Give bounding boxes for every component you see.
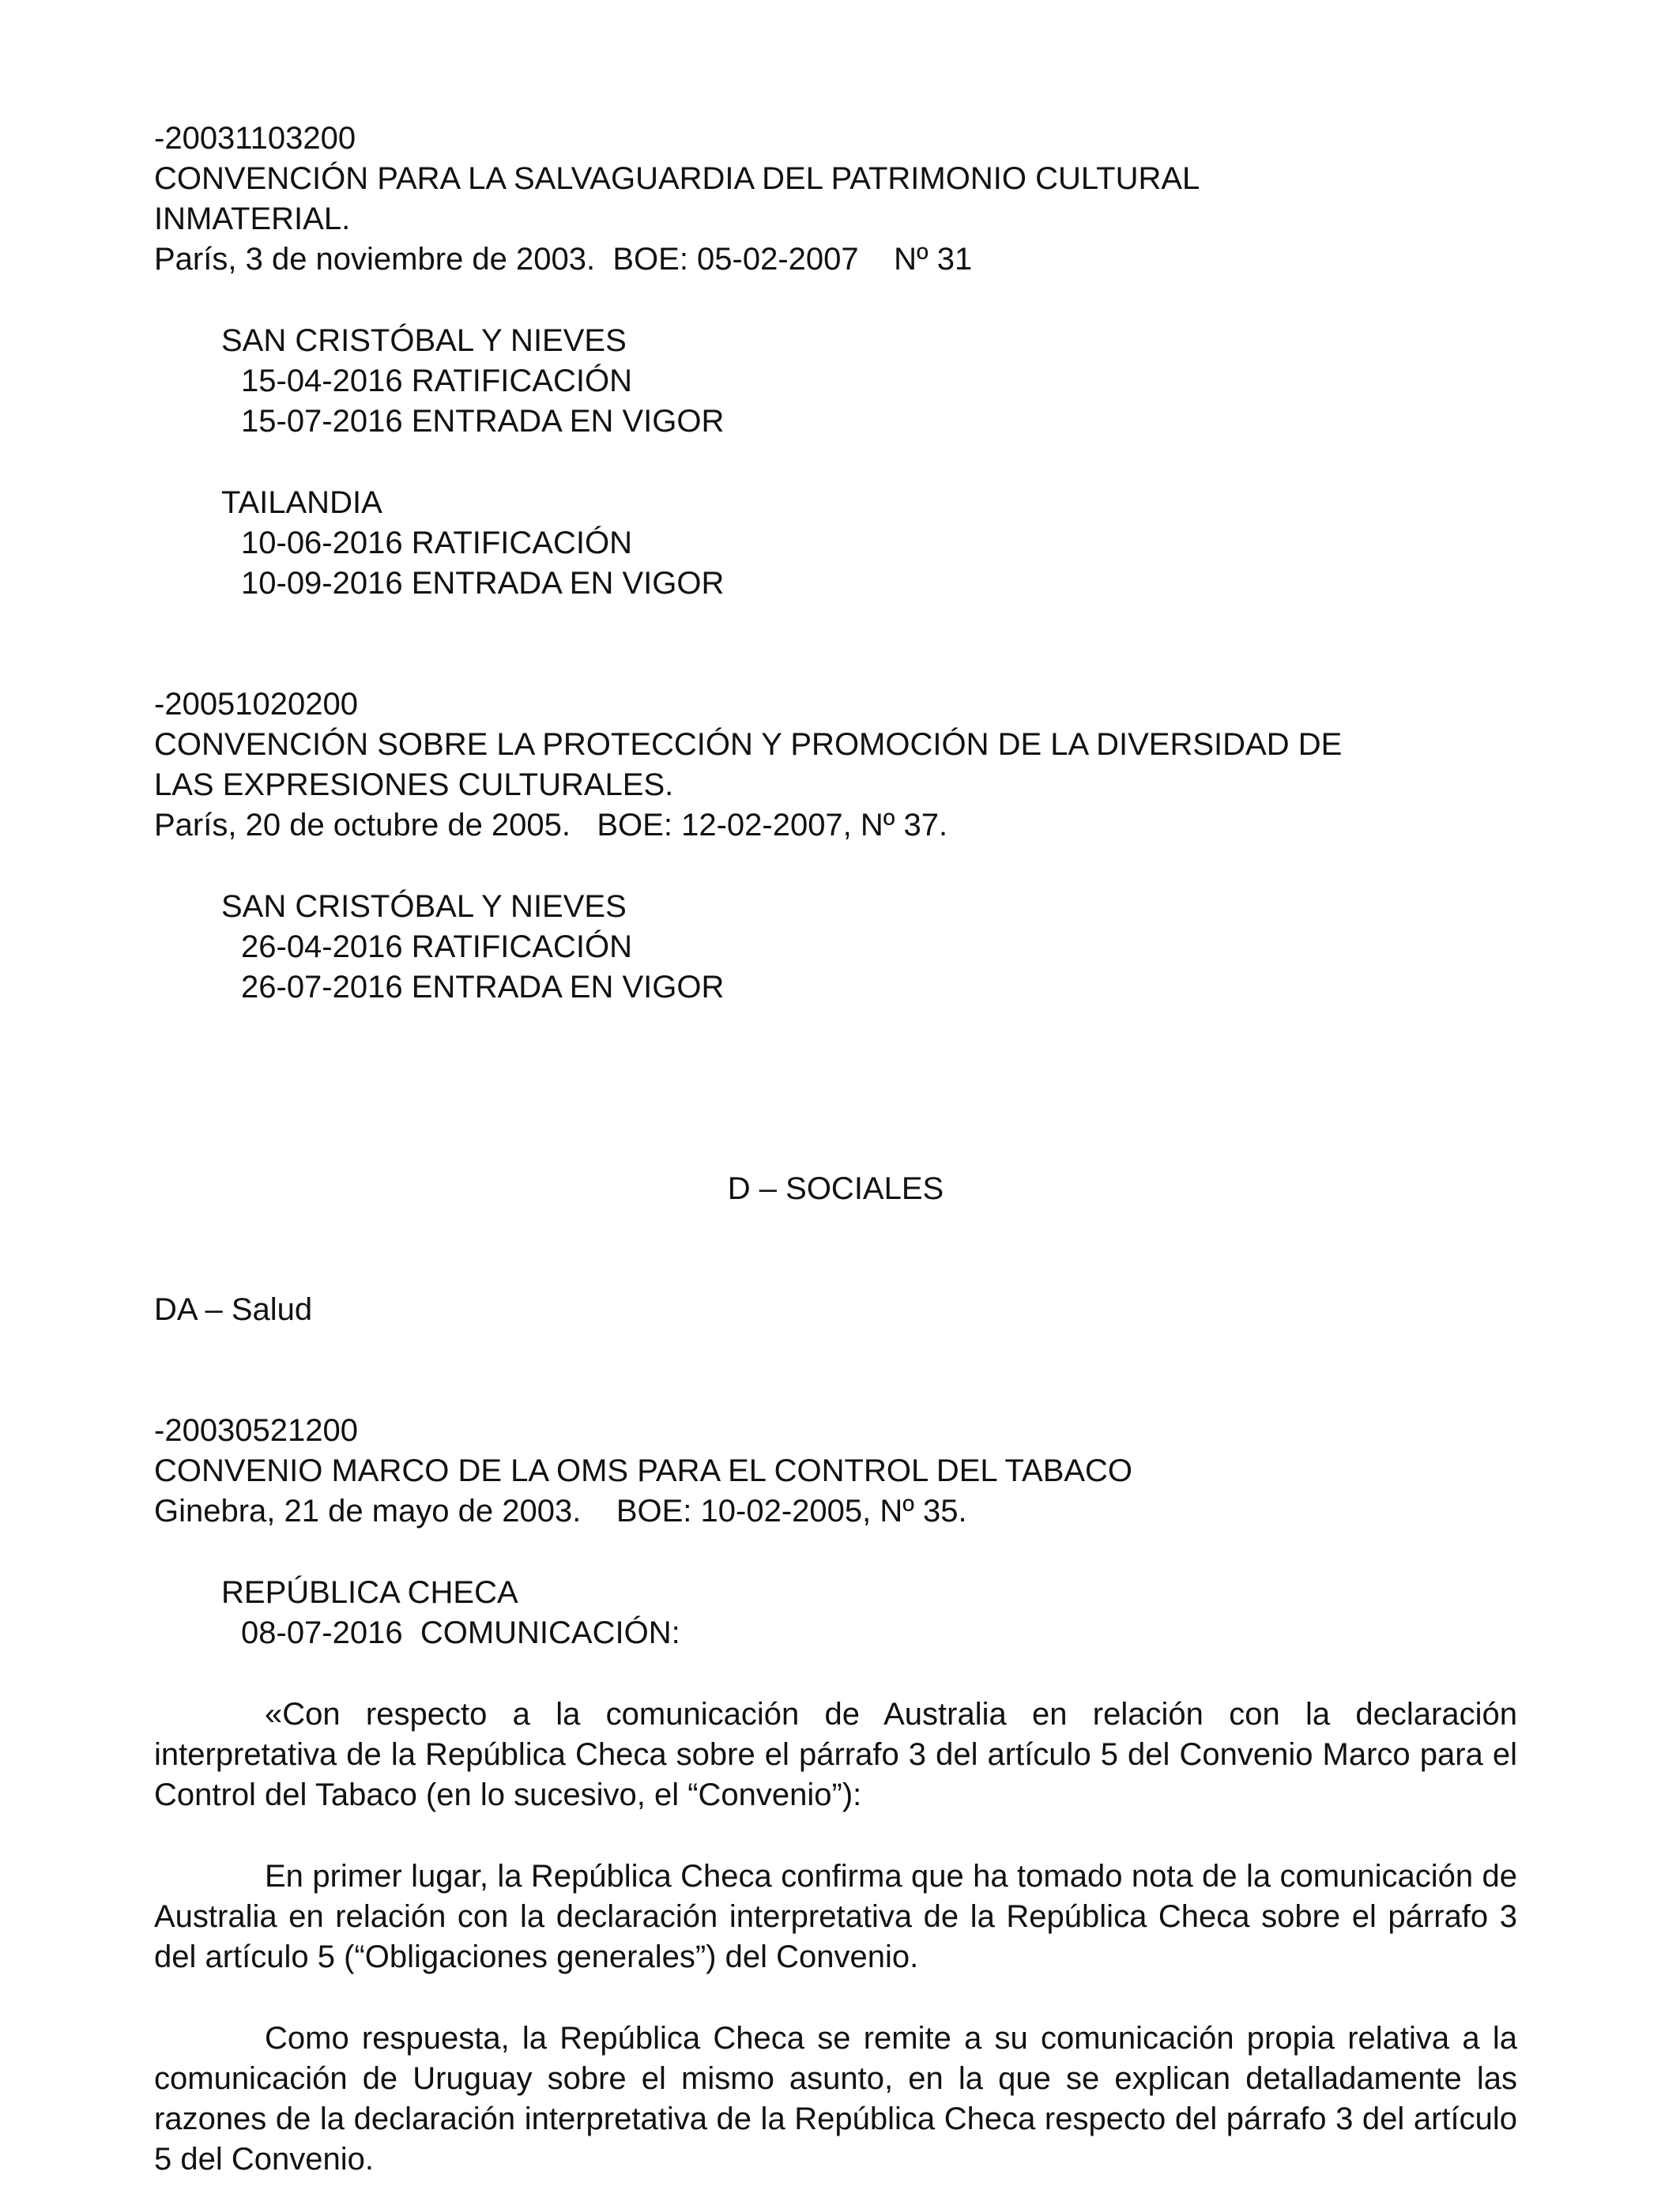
treaty-entry (154, 684, 1517, 1008)
state-event: 26-07-2016 ENTRADA EN VIGOR (241, 970, 725, 1005)
treaty-title: INMATERIAL. (154, 202, 351, 236)
document-page (154, 119, 1517, 2180)
state-name: SAN CRISTÓBAL Y NIEVES (221, 323, 627, 358)
treaty-place-date: París, 20 de octubre de 2005. BOE: 12-02-2007, Nº 37. (154, 808, 948, 843)
treaty-entry (154, 1411, 1517, 2180)
communication-paragraph: «Con respecto a la comunicación de Australia en relación con la declaración interpretativa de la República Checa sobre el párrafo 3 del artículo 5 del Convenio Marco para el Control del Tabaco (en lo sucesivo, el “Convenio”): (154, 1697, 1517, 1812)
state-event: 15-04-2016 RATIFICACIÓN (241, 364, 632, 398)
treaty-title: CONVENCIÓN SOBRE LA PROTECCIÓN Y PROMOCIÓN DE LA DIVERSIDAD DE (154, 727, 1343, 762)
state-event: 08-07-2016 COMUNICACIÓN: (241, 1615, 680, 1650)
state-name: TAILANDIA (221, 485, 382, 520)
treaty-place-date: Ginebra, 21 de mayo de 2003. BOE: 10-02-2005, Nº 35. (154, 1494, 967, 1529)
treaty-code: -20030521200 (154, 1413, 359, 1448)
communication-paragraph: Como respuesta, la República Checa se remite a su comunicación propia relativa a la comunicación de Uruguay sobre el mismo asunto, en la que se explican detalladamente las razones de la declaración interpretativa de la República Checa respecto del párrafo 3 del artículo 5 del Convenio. (154, 2021, 1517, 2177)
treaty-title: LAS EXPRESIONES CULTURALES. (154, 767, 674, 802)
state-name: REPÚBLICA CHECA (221, 1575, 518, 1610)
state-event: 15-07-2016 ENTRADA EN VIGOR (241, 404, 725, 439)
state-name: SAN CRISTÓBAL Y NIEVES (221, 889, 627, 924)
treaty-place-date: París, 3 de noviembre de 2003. BOE: 05-02-2007 Nº 31 (154, 242, 973, 277)
state-event: 26-04-2016 RATIFICACIÓN (241, 929, 632, 964)
treaty-entry (154, 119, 1517, 604)
treaty-title: CONVENIO MARCO DE LA OMS PARA EL CONTROL DEL TABACO (154, 1453, 1133, 1488)
section-title: D – SOCIALES (727, 1171, 944, 1206)
treaty-code: -20051020200 (154, 687, 359, 722)
treaty-title: CONVENCIÓN PARA LA SALVAGUARDIA DEL PATRIMONIO CULTURAL (154, 161, 1200, 196)
state-event: 10-06-2016 RATIFICACIÓN (241, 526, 632, 560)
communication-paragraph: En primer lugar, la República Checa confirma que ha tomado nota de la comunicación de Australia en relación con la declaración interpretativa de la República Checa sobre el párrafo 3 del artículo 5 (“Obligaciones generales”) del Convenio. (154, 1859, 1517, 1974)
treaty-code: -20031103200 (154, 121, 356, 156)
state-event: 10-09-2016 ENTRADA EN VIGOR (241, 566, 725, 601)
subsection-title: DA – Salud (154, 1292, 313, 1327)
